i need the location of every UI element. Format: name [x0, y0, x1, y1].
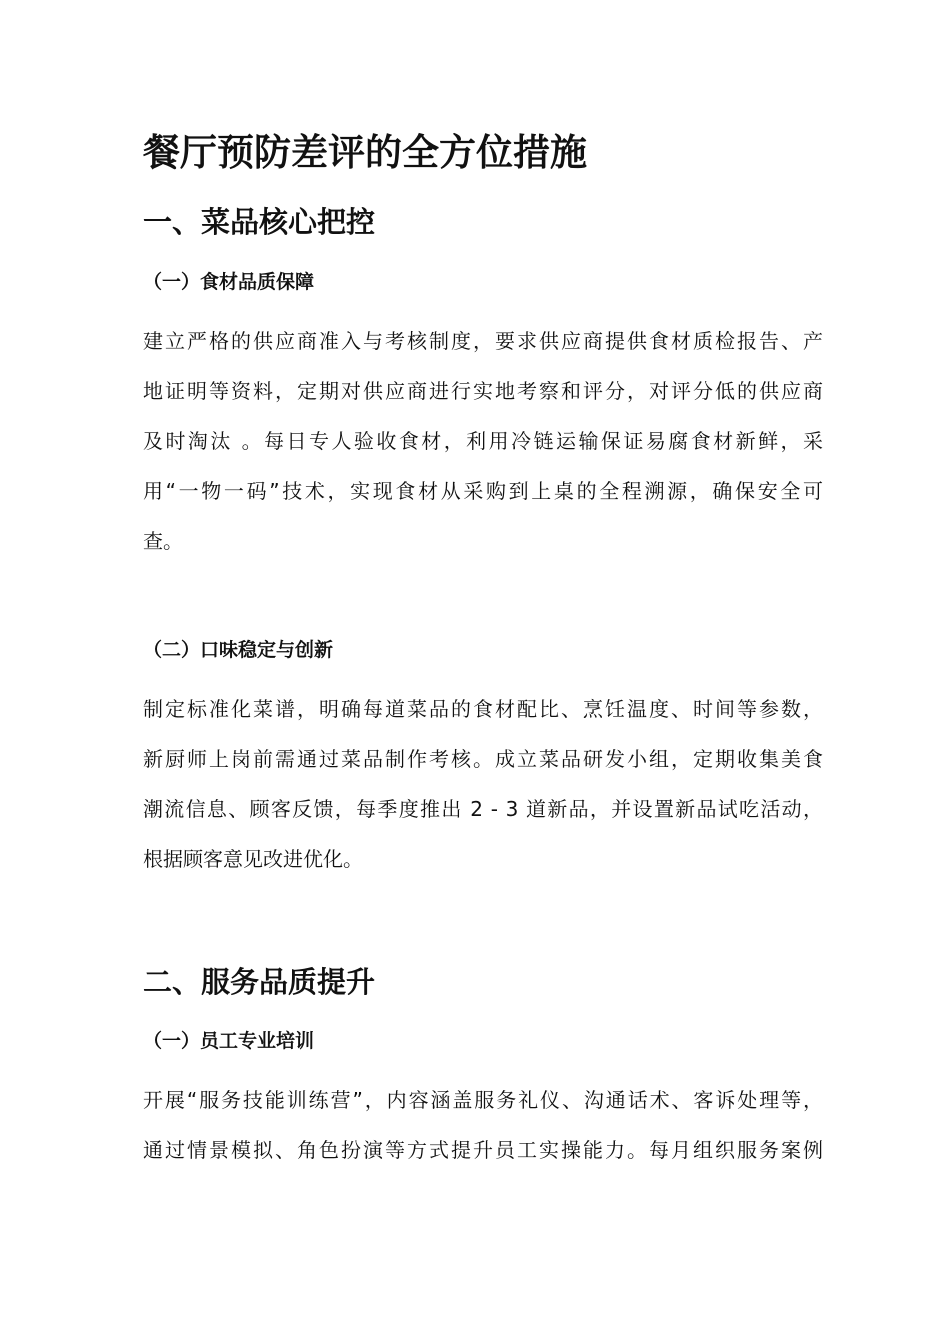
paragraph-line: 地证明等资料，定期对供应商进行实地考察和评分，对评分低的供应商: [143, 379, 823, 403]
subsection-heading-1-2: （二）口味稳定与创新: [143, 639, 334, 661]
section-heading-1: 一、菜品核心把控: [143, 205, 376, 239]
document-title: 餐厅预防差评的全方位措施: [143, 131, 587, 174]
paragraph-food-quality: [143, 316, 823, 566]
paragraph-line: 开展“服务技能训练营”，内容涵盖服务礼仪、沟通话术、客诉处理等，: [143, 1088, 823, 1112]
paragraph-taste-innovation: [143, 684, 823, 884]
paragraph-line: 通过情景模拟、角色扮演等方式提升员工实操能力。每月组织服务案例: [143, 1138, 823, 1162]
paragraph-staff-training: [143, 1075, 823, 1175]
paragraph-line: 用“一物一码”技术，实现食材从采购到上桌的全程溯源，确保安全可: [143, 479, 823, 503]
subsection-heading-2-1: （一）员工专业培训: [143, 1030, 315, 1052]
paragraph-line: 新厨师上岗前需通过菜品制作考核。成立菜品研发小组，定期收集美食: [143, 747, 823, 771]
paragraph-line: 潮流信息、顾客反馈，每季度推出 2 - 3 道新品，并设置新品试吃活动，: [143, 797, 823, 821]
paragraph-line: 查。: [143, 529, 183, 553]
paragraph-line: 建立严格的供应商准入与考核制度，要求供应商提供食材质检报告、产: [143, 329, 823, 353]
paragraph-line: 制定标准化菜谱，明确每道菜品的食材配比、烹饪温度、时间等参数，: [143, 697, 823, 721]
section-heading-2: 二、服务品质提升: [143, 965, 376, 999]
paragraph-line: 及时淘汰 。每日专人验收食材，利用冷链运输保证易腐食材新鲜，采: [143, 429, 823, 453]
subsection-heading-1-1: （一）食材品质保障: [143, 271, 315, 293]
paragraph-line: 根据顾客意见改进优化。: [143, 847, 363, 871]
